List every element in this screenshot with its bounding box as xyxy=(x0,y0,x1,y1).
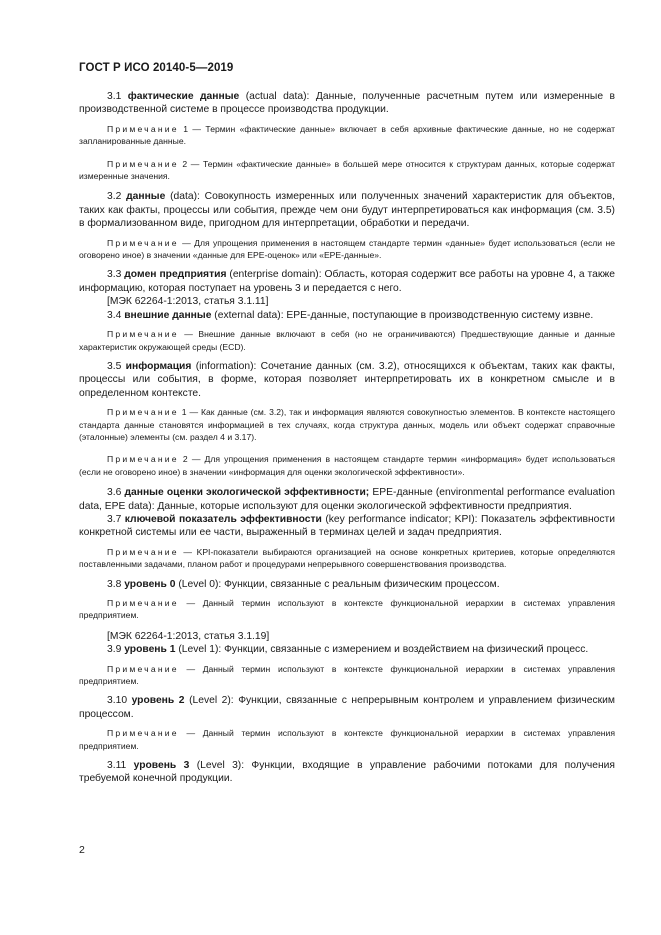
definition-text: (data): Совокупность измеренных или полученных значений характеристик для объектов, таких как факты, процессы или события, прежде чем они будут интерпретироваться как информация (см. 3.5) в формализованном виде, пригодном для интерпретации, обработки и передачи. xyxy=(79,191,615,230)
definition-3-9 xyxy=(79,643,615,656)
note-label: Примечание xyxy=(107,329,179,340)
definition-3-6 xyxy=(79,486,615,513)
note-3-9 xyxy=(79,663,615,688)
note-3-2 xyxy=(79,237,615,262)
note-text: — Для упрощения применения в настоящем стандарте термин «информация» будет использоваться (если не оговорено иное) в значении «информация для оценки экологической эффективности». xyxy=(79,454,616,477)
definition-3-3 xyxy=(79,268,615,295)
note-label: Примечание xyxy=(107,663,179,674)
definition-3-7 xyxy=(79,513,615,540)
definition-text: (Level 0): Функции, связанные с реальным физическим процессом. xyxy=(178,578,500,590)
note-3-5-2 xyxy=(79,453,615,478)
note-3-5-1 xyxy=(79,406,615,443)
term: информация xyxy=(125,360,192,372)
definition-text: (Level 3): Функции, входящие в управление рабочими потоками для получения требуемой конечной продукции. xyxy=(79,760,615,785)
note-text: — Термин «фактические данные» включает в себя архивные фактические данные, но не содержат запланированные данные. xyxy=(79,123,616,147)
term: уровень 0 xyxy=(124,578,176,590)
note-3-1-2 xyxy=(79,158,615,183)
note-number: 2 xyxy=(182,158,188,169)
note-label: Примечание xyxy=(107,454,179,465)
note-3-8 xyxy=(79,597,615,622)
term: ключевой показатель эффективности xyxy=(124,513,322,525)
definition-text: (information): Сочетание данных (см. 3.2), относящихся к объектам, таких как факты, процессы или события, в форме, которая позволяет интерпретировать их в конкретном смысле и в определенном контексте. xyxy=(79,360,615,399)
definition-3-2 xyxy=(79,190,615,230)
note-label: Примечание xyxy=(107,158,179,169)
clause-number: 3.10 xyxy=(107,695,128,707)
note-number: 1 xyxy=(183,123,188,134)
clause-number: 3.9 xyxy=(107,644,122,656)
clause-number: 3.5 xyxy=(107,360,122,372)
definition-text: (Level 1): Функции, связанные с измерением и воздействием на физический процесс. xyxy=(178,644,589,656)
note-text: — Данный термин используют в контексте функциональной иерархии в системах управления предприятием. xyxy=(79,598,616,621)
term: уровень 2 xyxy=(131,695,185,707)
note-3-1-1 xyxy=(79,123,615,148)
definition-text: (external data): ЕРЕ-данные, поступающие в производственную систему извне. xyxy=(214,309,594,321)
term: внешние данные xyxy=(124,309,212,321)
definition-3-1 xyxy=(79,90,615,117)
definition-3-4 xyxy=(79,309,615,322)
note-text: — Для упрощения применения в настоящем стандарте термин «данные» будет использоваться (если не оговорено иное) в значении «данные для ЕРЕ-оценок» или «ЕРЕ-данные». xyxy=(79,237,615,261)
note-label: Примечание xyxy=(107,598,179,608)
note-label: Примечание xyxy=(107,728,179,739)
definition-text: (actual data): Данные, полученные расчетным путем или измеренные в производственной системе в процессе производства продукции. xyxy=(79,91,615,116)
document-header: ГОСТ Р ИСО 20140-5—2019 xyxy=(79,62,234,74)
note-3-10 xyxy=(79,727,615,752)
clause-number: 3.2 xyxy=(107,191,122,203)
term: уровень 1 xyxy=(124,644,176,656)
note-text: — Данный термин используют в контексте функциональной иерархии в системах управления предприятием. xyxy=(79,663,616,687)
note-3-7 xyxy=(79,546,615,571)
definition-3-5 xyxy=(79,360,615,400)
clause-number: 3.11 xyxy=(107,760,127,772)
definition-text: (key performance indicator; KPI): Показатель эффективности конкретной системы или ее части, выраженный в терминах целей и задач предприятия. xyxy=(79,513,615,539)
term: данные xyxy=(126,191,166,203)
source-reference: [МЭК 62264-1:2013, статья 3.1.19] xyxy=(107,630,270,642)
term: фактические данные xyxy=(127,91,240,102)
note-text: — Внешние данные включают в себя (но не ограничиваются) Предшествующие данные и данные характеристик окружающей среды (ECD). xyxy=(79,329,615,352)
note-text: — KPI-показатели выбираются организацией на основе конкретных критериев, которые определяются поставленными задачами, планом работ и процедурами непрерывного совершенствования производства. xyxy=(79,546,615,570)
note-label: Примечание xyxy=(107,407,179,418)
definition-3-10 xyxy=(79,694,615,721)
note-3-4 xyxy=(79,328,615,353)
note-number: 2 xyxy=(182,454,188,465)
term: данные оценки экологической эффективности; xyxy=(124,487,370,499)
note-text: — Данный термин используют в контексте функциональной иерархии в системах управления предприятием. xyxy=(79,728,616,751)
source-reference: [МЭК 62264-1:2013, статья 3.1.11] xyxy=(107,296,269,308)
note-text: — Термин «фактические данные» в большей мере относится к структурам данных, которые содержат измеренные значения. xyxy=(79,158,616,182)
clause-number: 3.8 xyxy=(107,578,122,590)
note-label: Примечание xyxy=(107,237,179,248)
note-label: Примечание xyxy=(107,123,179,134)
definition-text: ЕРЕ-данные (environmental performance evaluation data, EPE data): Данные, которые используют для оценки экологической эффективности предприятия. xyxy=(79,487,615,512)
clause-number: 3.7 xyxy=(107,513,122,525)
note-number: 1 xyxy=(181,407,187,418)
note-label: Примечание xyxy=(107,546,179,557)
clause-number: 3.6 xyxy=(107,487,122,499)
clause-number: 3.3 xyxy=(107,269,122,281)
definition-text: (enterprise domain): Область, которая содержит все работы на уровне 4, а также информацию, которая поступает на уровень 3 и передается с него. xyxy=(79,269,615,294)
definition-3-11 xyxy=(79,759,615,786)
definition-3-8 xyxy=(79,578,615,591)
page-number: 2 xyxy=(79,844,85,856)
term: домен предприятия xyxy=(124,269,227,281)
clause-number: 3.1 xyxy=(107,91,122,102)
note-text: — Как данные (см. 3.2), так и информация являются совокупностью элементов. В контексте настоящего стандарта данные становятся информацией в тех случаях, когда структура данных, модель или объект содержат справочные (эталонные) элементы (см. раздел 4 и 3.17). xyxy=(79,407,615,442)
document-body xyxy=(79,90,615,786)
clause-number: 3.4 xyxy=(107,309,122,321)
definition-text: (Level 2): Функции, связанные с непрерывным контролем и управлением физическим процессом. xyxy=(79,695,615,720)
term: уровень 3 xyxy=(133,760,190,772)
